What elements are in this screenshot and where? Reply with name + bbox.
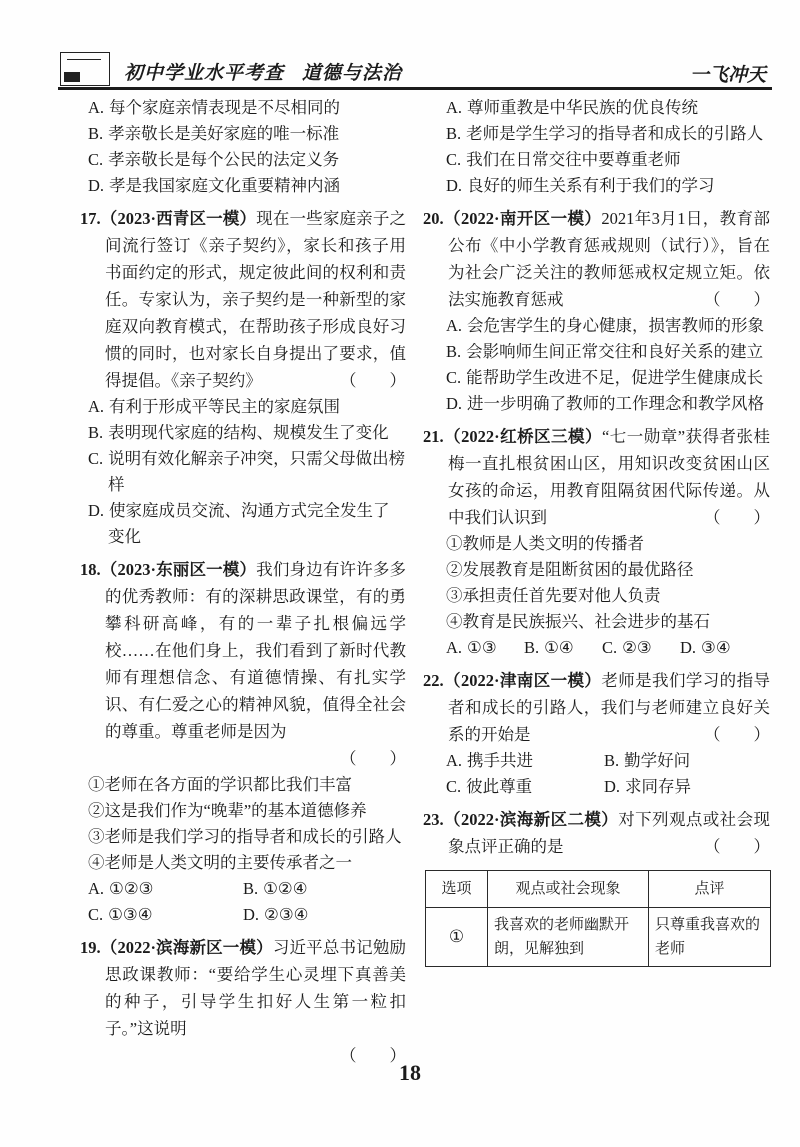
option-text: 进一步明确了教师的工作理念和教学风格 xyxy=(467,394,765,413)
statement-4: ④教育是民族振兴、社会进步的基石 xyxy=(446,612,710,631)
question-text: 习近平总书记勉励思政课教师：“要给学生心灵埋下真善美的种子，引导学生扣好人生第一粒扣子。”这说明 xyxy=(105,938,406,1038)
option-label: A. xyxy=(88,879,105,898)
question-19-stem xyxy=(80,934,406,1042)
option-label: C. xyxy=(88,449,104,468)
option-text: ①②④ xyxy=(263,879,308,898)
question-text: 2021年3月1日，教育部公布《中小学教育惩戒规则（试行）》，旨在为社会广泛关注的教师惩戒权定规立矩。依法实施教育惩戒 xyxy=(448,209,770,309)
option-label: A. xyxy=(446,638,463,657)
option-text: 孝亲敬长是每个公民的法定义务 xyxy=(108,150,340,169)
option-text: ①②③ xyxy=(109,879,154,898)
series-logo-icon xyxy=(60,52,110,86)
answer-blank: （ ） xyxy=(704,725,770,744)
option-a xyxy=(446,748,604,774)
option-text: 说明有效化解亲子冲突，只需父母做出榜样 xyxy=(108,449,406,494)
option-text: 使家庭成员交流、沟通方式完全发生了变化 xyxy=(108,501,390,546)
option-label: B. xyxy=(88,124,104,143)
page-header-title xyxy=(124,58,402,85)
option-c xyxy=(80,446,406,498)
option-text: 求同存异 xyxy=(625,777,692,796)
option-b xyxy=(604,748,762,774)
question-18-statements xyxy=(80,772,406,876)
option-label: A. xyxy=(88,98,105,117)
question-23-stem xyxy=(423,806,770,860)
option-text: 会影响师生间正常交往和良好关系的建立 xyxy=(466,342,764,361)
question-number: 22. xyxy=(423,671,444,690)
option-text: ②③④ xyxy=(264,905,309,924)
option-d xyxy=(680,635,758,661)
question-17-stem xyxy=(80,205,406,394)
option-label: D. xyxy=(446,394,463,413)
option-a xyxy=(446,635,524,661)
option-label: C. xyxy=(602,638,618,657)
option-d xyxy=(423,391,770,417)
option-b xyxy=(423,121,770,147)
option-text: 勤学好问 xyxy=(624,751,691,770)
question-text: 对下列观点或社会现象点评正确的是 xyxy=(448,810,770,856)
answer-blank: （ ） xyxy=(340,749,406,768)
statement-1: ①教师是人类文明的传播者 xyxy=(446,534,644,553)
option-label: D. xyxy=(88,501,105,520)
option-label: B. xyxy=(243,879,259,898)
table-header-option: 选项 xyxy=(426,871,488,908)
option-text: 彼此尊重 xyxy=(466,777,533,796)
option-a xyxy=(423,313,770,339)
question-text: 老师是我们学习的指导者和成长的引路人，我们与老师建立良好关系的开始是 xyxy=(448,671,770,744)
option-d xyxy=(604,774,762,800)
option-d xyxy=(423,173,770,199)
option-label: D. xyxy=(680,638,697,657)
question-number: 23. xyxy=(423,810,444,829)
answer-blank: （ ） xyxy=(340,1046,406,1065)
option-b xyxy=(243,876,398,902)
question-22-options xyxy=(423,748,770,800)
option-label: C. xyxy=(446,368,462,387)
option-d xyxy=(80,498,406,550)
question-source: （2022·红桥区三模） xyxy=(443,427,602,446)
question-20-options xyxy=(423,313,770,417)
answer-blank: （ ） xyxy=(340,371,406,390)
statement-2: ②发展教育是阻断贫困的最优路径 xyxy=(446,560,694,579)
question-number: 17. xyxy=(80,209,101,228)
question-source: （2023·西青区一模） xyxy=(100,209,257,228)
subject-title: 道德与法治 xyxy=(302,63,403,84)
option-d xyxy=(243,902,398,928)
question-number: 20. xyxy=(423,209,444,228)
option-text: ③④ xyxy=(701,638,731,657)
question-source: （2022·津南区一模） xyxy=(443,671,602,690)
option-label: C. xyxy=(88,905,104,924)
answer-blank: （ ） xyxy=(704,290,770,309)
option-b xyxy=(423,339,770,365)
table-cell-viewpoint: 我喜欢的老师幽默开朗，见解独到 xyxy=(488,908,649,967)
table-header-viewpoint: 观点或社会现象 xyxy=(488,871,649,908)
option-text: ①③④ xyxy=(108,905,153,924)
option-label: A. xyxy=(446,98,463,117)
option-a xyxy=(423,95,770,121)
option-label: C. xyxy=(88,150,104,169)
option-a xyxy=(88,876,243,902)
question-number: 21. xyxy=(423,427,444,446)
option-label: C. xyxy=(446,777,462,796)
option-label: D. xyxy=(604,777,621,796)
option-text: 会危害学生的身心健康，损害教师的形象 xyxy=(467,316,765,335)
question-22-stem xyxy=(423,667,770,748)
option-text: 孝是我国家庭文化重要精神内涵 xyxy=(109,176,341,195)
option-b xyxy=(80,420,406,446)
option-text: 老师是学生学习的指导者和成长的引路人 xyxy=(466,124,764,143)
option-text: 表明现代家庭的结构、规模发生了变化 xyxy=(108,423,389,442)
answer-blank: （ ） xyxy=(704,508,770,527)
question-21-options xyxy=(423,635,770,661)
question-source: （2022·南开区一模） xyxy=(443,209,602,228)
option-d xyxy=(80,173,406,199)
right-column xyxy=(423,95,770,967)
option-label: C. xyxy=(446,150,462,169)
option-label: B. xyxy=(524,638,540,657)
series-title: 初中学业水平考查 xyxy=(124,63,285,84)
brand-logo: 一飞冲天 xyxy=(690,60,766,89)
question-16-options xyxy=(80,95,406,199)
option-text: 每个家庭亲情表现是不尽相同的 xyxy=(109,98,341,117)
question-19-options xyxy=(423,95,770,199)
option-text: 孝亲敬长是美好家庭的唯一标准 xyxy=(108,124,340,143)
table-header-row xyxy=(426,871,771,908)
table-row xyxy=(426,908,771,967)
question-23-table xyxy=(425,870,771,967)
option-text: 我们在日常交往中要尊重老师 xyxy=(466,150,681,169)
option-label: A. xyxy=(88,397,105,416)
table-header-comment: 点评 xyxy=(649,871,771,908)
option-text: ②③ xyxy=(622,638,652,657)
statement-1: ①老师在各方面的学识都比我们丰富 xyxy=(88,775,352,794)
option-b xyxy=(524,635,602,661)
question-number: 19. xyxy=(80,938,101,957)
question-source: （2023·东丽区一模） xyxy=(100,560,257,579)
option-text: 能帮助学生改进不足，促进学生健康成长 xyxy=(466,368,764,387)
question-source: （2022·滨海新区二模） xyxy=(443,810,619,829)
question-18-stem xyxy=(80,556,406,745)
option-label: B. xyxy=(88,423,104,442)
left-column xyxy=(80,95,406,1069)
logo-mark-icon xyxy=(64,72,80,82)
option-text: 尊师重教是中华民族的优良传统 xyxy=(467,98,699,117)
option-text: 携手共进 xyxy=(467,751,534,770)
option-label: A. xyxy=(446,316,463,335)
option-label: A. xyxy=(446,751,463,770)
option-text: 良好的师生关系有利于我们的学习 xyxy=(467,176,715,195)
statement-3: ③承担责任首先要对他人负责 xyxy=(446,586,661,605)
logo-arrow-icon xyxy=(67,59,101,60)
page-number: 18 xyxy=(399,1060,421,1085)
option-label: B. xyxy=(446,342,462,361)
option-text: 有利于形成平等民主的家庭氛围 xyxy=(109,397,341,416)
option-label: D. xyxy=(88,176,105,195)
statement-4: ④老师是人类文明的主要传承者之一 xyxy=(88,853,352,872)
option-c xyxy=(602,635,680,661)
statement-3: ③老师是我们学习的指导者和成长的引路人 xyxy=(88,827,402,846)
table-cell-comment: 只尊重我喜欢的老师 xyxy=(649,908,771,967)
question-21-stem xyxy=(423,423,770,531)
option-label: B. xyxy=(446,124,462,143)
question-20-stem xyxy=(423,205,770,313)
option-c xyxy=(423,365,770,391)
table-cell-option: ① xyxy=(426,908,488,967)
option-label: B. xyxy=(604,751,620,770)
header-divider xyxy=(58,87,772,90)
question-text: “七一勋章”获得者张桂梅一直扎根贫困山区，用知识改变贫困山区女孩的命运，用教育阻隔贫困代际传递。从中我们认识到 xyxy=(448,427,770,527)
option-b xyxy=(80,121,406,147)
option-label: D. xyxy=(446,176,463,195)
answer-blank: （ ） xyxy=(704,837,770,856)
option-text: ①③ xyxy=(467,638,497,657)
option-label: D. xyxy=(243,905,260,924)
question-text: 我们身边有许许多多的优秀教师：有的深耕思政课堂，有的勇攀科研高峰，有的一辈子扎根偏远学校……在他们身上，我们看到了新时代教师有理想信念、有道德情操、有扎实学识、有仁爱之心的精神风貌，值得全社会的尊重。尊重老师是因为 xyxy=(105,560,407,741)
option-c xyxy=(446,774,604,800)
question-text: 现在一些家庭亲子之间流行签订《亲子契约》，家长和孩子用书面约定的形式，规定彼此间的权利和责任。专家认为，亲子契约是一种新型的家庭双向教育模式，在帮助孩子形成良好习惯的同时，也对家长自身提出了要求，值得提倡。《亲子契约》 xyxy=(105,209,407,390)
question-21-statements xyxy=(423,531,770,635)
option-c xyxy=(88,902,243,928)
question-source: （2022·滨海新区一模） xyxy=(100,938,273,957)
question-number: 18. xyxy=(80,560,101,579)
question-18-options xyxy=(80,876,406,928)
statement-2: ②这是我们作为“晚辈”的基本道德修养 xyxy=(88,801,367,820)
option-c xyxy=(80,147,406,173)
option-a xyxy=(80,394,406,420)
option-text: ①④ xyxy=(544,638,574,657)
option-a xyxy=(80,95,406,121)
question-17-options xyxy=(80,394,406,550)
option-c xyxy=(423,147,770,173)
